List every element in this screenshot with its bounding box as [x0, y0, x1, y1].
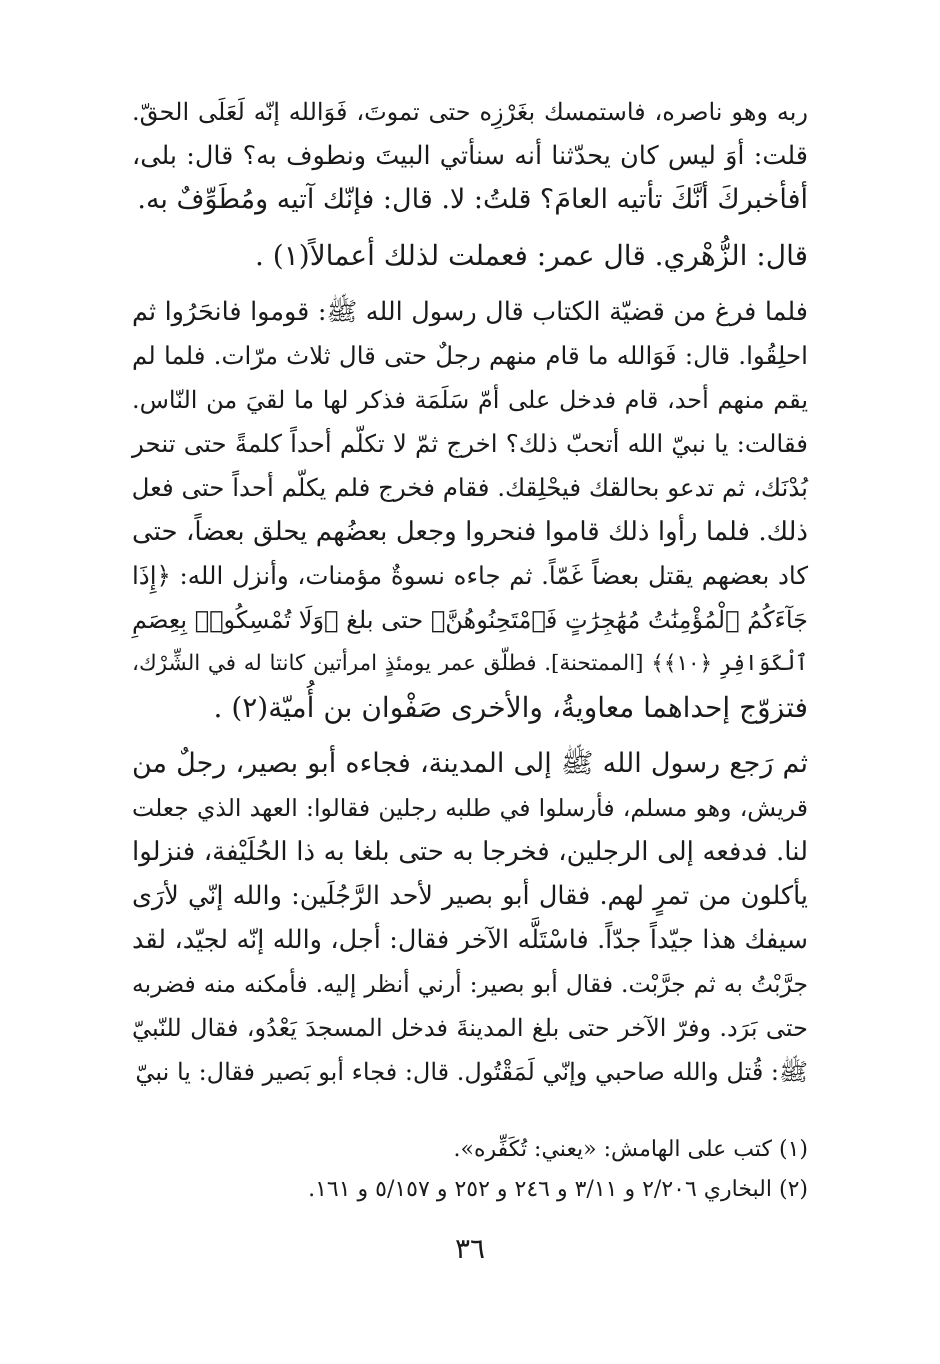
footnote-2: (٢) البخاري ٢/٢٠٦ و ٣/١١ و ٢٤٦ و ٢٥٢ و ٥/١٥٧ و ١٦١. — [308, 1177, 808, 1202]
paragraph — [132, 290, 808, 730]
text-line: يأكلون من تمرٍ لهم. فقال أبو بصير لأحد الرَّجُلَين: والله إنّي لأرَى — [132, 881, 808, 911]
text-line: لنا. فدفعه إلى الرجلين، فخرجا به حتى بلغا به ذا الحُلَيْفة، فنزلوا — [132, 837, 808, 867]
text-line: كاد بعضهم يقتل بعضاً غَمّاً. ثم جاءه نسوةٌ مؤمنات، وأنزل الله: ﴿إِذَا — [132, 561, 808, 590]
text-line: ربه وهو ناصره، فاستمسك بغَرْزِه حتى تموتَ، فَوَالله إنّه لَعَلَى الحقّ. — [132, 98, 808, 126]
text-line: قلت: أوَ ليس كان يحدّثنا أنه سنأتي البيتَ ونطوف به؟ قال: بلى، — [132, 141, 808, 171]
text-line: جرَّبْتُ به ثم جرَّبْت. فقال أبو بصير: أرني أنظر إليه. فأمكنه منه فضربه — [132, 970, 808, 998]
text-line: ﷺ: قُتل والله صاحبي وإنّي لَمَقْتُول. قال: فجاء أبو بَصير فقال: يا نبيّ — [135, 1058, 808, 1086]
footnote-1: (١) كتب على الهامش: «يعني: تُكَفِّره». — [453, 1137, 808, 1162]
text-line: احلِقُوا. قال: فَوَالله ما قام منهم رجلٌ حتى قال ثلاث مرّات. فلما لم — [132, 341, 808, 370]
text-line: بُدْنَك، ثم تدعو بحالقك فيحْلِقك. فقام فخرج فلم يكلّم أحداً حتى فعل — [131, 473, 808, 502]
text-line: ثم رَجع رسول الله ﷺ إلى المدينة، فجاءه أبو بصير، رجلٌ من — [132, 748, 808, 779]
text-line: فتزوّج إحداهما معاويةُ، والأخرى صَفْوان بن أُميّة(٢) . — [213, 691, 808, 724]
text-line: يقم منهم أحد، قام فدخل على أمّ سَلَمَة فذكر لها ما لقيَ من النّاس. — [132, 386, 808, 414]
page-number: ٣٦ — [454, 1232, 486, 1265]
text-line: قريش، وهو مسلم، فأرسلوا في طلبه رجلين فقالوا: العهد الذي جعلت — [132, 794, 808, 822]
text-line: سيفك هذا جيّداً جدّاً. فاسْتَلَّه الآخر فقال: أجل، والله إنّه لجيّد، لقد — [132, 925, 808, 955]
paragraph — [132, 234, 808, 278]
text-line: ذلك. فلما رأوا ذلك قاموا فنحروا وجعل بعضُهم يحلق بعضاً، حتى — [132, 517, 808, 547]
paragraph — [132, 90, 808, 222]
text-line: جَآءَكُمُ ٱلْمُؤْمِنَٰتُ مُهَٰجِرَٰتٍ فَٱمْتَحِنُوهُنَّ﴾ حتى بلغ ﴿وَلَا تُمْسِكُوا۟ بِعِصَمِ — [132, 606, 808, 634]
paragraph-gap — [132, 730, 808, 742]
text-line: قال: الزُّهْري. قال عمر: فعملت لذلك أعمالاً(١) . — [254, 239, 808, 272]
body-text — [132, 90, 808, 1094]
text-line: فقالت: يا نبيّ الله أتحبّ ذلك؟ اخرج ثمّ لا تكلّم أحداً كلمةً حتى تنحر — [132, 429, 808, 458]
text-line: ٱلْكَوَافِرِ ﴿١٠﴾﴾ [الممتحنة]. فطلّق عمر يومئذٍ امرأتين كانتا له في الشِّرْك، — [132, 651, 808, 676]
paragraph — [132, 742, 808, 1094]
paragraph-gap — [132, 278, 808, 290]
text-line: فلما فرغ من قضيّة الكتاب قال رسول الله ﷺ: قوموا فانحَرُوا ثم — [132, 297, 808, 327]
text-line: حتى بَرَد. وفرّ الآخر حتى بلغ المدينةَ فدخل المسجدَ يَعْدُو، فقال للنّبيّ — [132, 1014, 808, 1042]
footnotes — [132, 1130, 808, 1210]
paragraph-gap — [132, 222, 808, 234]
text-line: أفأخبركَ أنَّكَ تأتيه العامَ؟ قلتُ: لا. قال: فإنّك آتيه ومُطَوِّفٌ به. — [137, 184, 808, 215]
